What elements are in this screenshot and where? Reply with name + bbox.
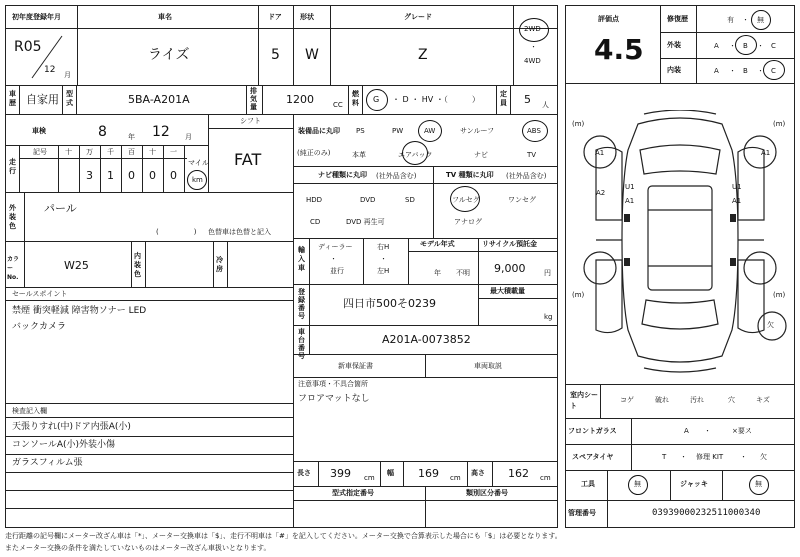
tools-label: 工具 xyxy=(581,480,595,488)
inspector-line-1: 天張りすれ(中)ドア内張A(小) xyxy=(12,422,131,432)
car-name: ライズ xyxy=(148,47,190,63)
height-value: 162 xyxy=(508,467,529,480)
windshield-dot: ・ xyxy=(704,427,711,435)
navi-label: ナビ種類に丸印 xyxy=(318,171,367,179)
mileage-header-2: 千 xyxy=(107,148,114,156)
interior-dot-2: ・ xyxy=(757,67,764,75)
length-label: 長さ xyxy=(297,469,311,477)
ac-label: 冷房 xyxy=(216,256,223,273)
jack-value: 無 xyxy=(755,480,762,488)
windshield-value: A xyxy=(684,427,689,435)
footer-line-2: またメーター交換の条件を満たしていないものはメーター改ざん車扱いとなります。 xyxy=(5,544,271,552)
width-value: 169 xyxy=(418,467,439,480)
fuel-label: 燃料 xyxy=(352,90,359,107)
displacement-label: 排気量 xyxy=(250,87,257,111)
equipment-sub: (純正のみ) xyxy=(297,149,331,157)
tv-sub: (社外品含む) xyxy=(506,172,547,180)
notes-text: フロアマットなし xyxy=(298,394,370,404)
recycle-value: 9,000 xyxy=(494,262,526,275)
navi-cd: CD xyxy=(310,218,321,226)
import-label: 輸入車 xyxy=(298,246,305,272)
color-label: 外装色 xyxy=(9,204,16,230)
width-unit: cm xyxy=(450,474,461,482)
interior-b: B xyxy=(743,67,748,75)
equipment-ps: PS xyxy=(356,127,365,135)
rating-score: 4.5 xyxy=(594,33,644,66)
mgmt-value: 03939000232511000340 xyxy=(652,508,761,518)
spare-dot-2: ・ xyxy=(740,453,747,461)
equipment-aw: AW xyxy=(424,127,436,135)
color-value: パール xyxy=(44,202,77,215)
equipment-sunroof: サンルーフ xyxy=(460,127,495,135)
cabin-scratch: キズ xyxy=(756,396,770,404)
registration-value: 四日市500そ0239 xyxy=(343,297,436,310)
cabin-hole: 穴 xyxy=(728,396,735,404)
interior-a: A xyxy=(714,67,719,75)
spare-label: スペアタイヤ xyxy=(572,453,614,461)
import-right: 右H xyxy=(377,243,390,251)
spare-dot-1: ・ xyxy=(680,453,687,461)
cabin-dirt: 汚れ xyxy=(690,396,704,404)
equipment-pw: PW xyxy=(392,127,404,135)
inspection-year: 8 xyxy=(98,124,107,140)
new-car-warranty: 新車保証書 xyxy=(338,362,373,370)
spare-kit: 修理 KIT xyxy=(696,453,724,461)
shift: FAT xyxy=(234,150,262,169)
chassis-label: 車台番号 xyxy=(298,328,305,360)
mark-a1-front-left: A1 xyxy=(595,149,605,157)
import-dot-1: ・ xyxy=(330,255,337,263)
inspection-label: 車検 xyxy=(32,127,46,135)
sales-point-line-1: 禁煙 衝突軽減 障害物ソナー LED xyxy=(12,306,147,316)
tv-label: TV 種類に丸印 xyxy=(446,171,494,179)
interior-dot-1: ・ xyxy=(729,67,736,75)
diagram-legend-br: (m) xyxy=(773,291,786,299)
mileage-sign-label: 記号 xyxy=(33,148,47,156)
windshield-replace: ×要ス xyxy=(732,427,752,435)
mark-a1-front-right: A1 xyxy=(761,149,771,157)
color-no-label: カラーNo. xyxy=(7,256,20,281)
repair-yes: 有 xyxy=(727,16,734,24)
repair-dot: ・ xyxy=(742,16,749,24)
cc-unit: CC xyxy=(333,101,343,109)
drive-dot: ・ xyxy=(530,43,537,51)
windshield-label: フロントガラス xyxy=(568,427,617,435)
type-spec-label: 型式指定番号 xyxy=(332,489,374,497)
class-label: 類別区分番号 xyxy=(466,489,508,497)
inspector-line-2: コンソールA(小)外装小傷 xyxy=(12,440,115,450)
tv-oneseg: ワンセグ xyxy=(508,196,536,204)
recycle-label: リサイクル預託金 xyxy=(482,240,538,248)
navi-sub: (社外品含む) xyxy=(376,172,417,180)
inspection-year-unit: 年 xyxy=(128,133,135,141)
registration-label: 登録番号 xyxy=(298,288,305,320)
exterior-c: C xyxy=(771,42,776,50)
mark-a1-rear-right: A1 xyxy=(732,197,742,205)
model-year-unknown: 不明 xyxy=(456,269,470,277)
color-note-paren: ( ) xyxy=(156,228,197,236)
sales-point-line-2: バックカメラ xyxy=(12,322,67,332)
interior-c: C xyxy=(771,67,776,75)
exterior-label: 外装 xyxy=(667,41,681,49)
mileage-digit-5: 0 xyxy=(170,169,177,182)
diagram-legend-tl: (m) xyxy=(572,120,585,128)
doors-label: ドア xyxy=(268,13,282,21)
height-unit: cm xyxy=(540,474,551,482)
inspector-label: 検査記入欄 xyxy=(12,407,47,415)
navi-sd: SD xyxy=(405,196,415,204)
mileage-header-1: 万 xyxy=(86,148,93,156)
diagram-legend-bl: (m) xyxy=(572,291,585,299)
equipment-label: 装備品に丸印 xyxy=(298,127,340,135)
diagram-legend-tr: (m) xyxy=(773,120,786,128)
mileage-label: 走行 xyxy=(9,158,16,175)
reg-month-unit: 月 xyxy=(64,71,71,79)
mileage-digit-3: 0 xyxy=(128,169,135,182)
model-label: 型式 xyxy=(66,90,73,107)
equipment-airbag: エアバック xyxy=(398,151,433,159)
inspector-line-3: ガラスフィルム張 xyxy=(12,458,83,468)
length-value: 399 xyxy=(330,467,351,480)
exterior-b: B xyxy=(743,42,748,50)
rating-label: 評価点 xyxy=(598,15,619,23)
max-load-label: 最大積載量 xyxy=(490,287,525,295)
spare-none: 欠 xyxy=(760,453,767,461)
vehicle-manual: 車両取説 xyxy=(474,362,502,370)
drive-4wd: 4WD xyxy=(524,57,541,65)
color-no-value: W25 xyxy=(64,259,89,272)
mark-u1-left: U1 xyxy=(625,183,635,191)
sales-point-label: セールスポイント xyxy=(12,290,68,298)
navi-dvd: DVD xyxy=(360,196,376,204)
mileage-header-3: 百 xyxy=(128,148,135,156)
reg-year: R05 xyxy=(14,39,42,55)
inspection-month-unit: 月 xyxy=(185,133,192,141)
mileage-header-0: 十 xyxy=(65,148,72,156)
model-year-unit: 年 xyxy=(434,269,441,277)
fuel-rest: ・ D ・ HV ・（ ） xyxy=(392,95,480,104)
mileage-header-4: 十 xyxy=(149,148,156,156)
doors: 5 xyxy=(271,47,280,63)
mark-u1-right: U1 xyxy=(732,183,742,191)
inspection-month: 12 xyxy=(152,124,170,140)
equipment-leather: 本革 xyxy=(352,151,366,159)
car-name-label: 車名 xyxy=(158,13,172,21)
grade: Z xyxy=(418,47,428,63)
cabin-burn: コゲ xyxy=(620,396,634,404)
reg-month: 12 xyxy=(44,65,56,75)
chassis-value: A201A-0073852 xyxy=(382,333,471,346)
equipment-abs: ABS xyxy=(527,127,541,135)
mileage-header-5: 一 xyxy=(170,148,177,156)
equipment-navi: ナビ xyxy=(474,151,488,159)
import-left: 左H xyxy=(377,267,390,275)
mile-label: マイル xyxy=(188,159,209,167)
fuel-g: G xyxy=(373,95,380,104)
import-parallel: 並行 xyxy=(330,267,344,275)
navi-dvd-play: DVD 再生可 xyxy=(346,218,385,226)
grade-label: グレード xyxy=(404,13,432,21)
navi-hdd: HDD xyxy=(306,196,323,204)
color-note: 色替車は色替と記入 xyxy=(208,228,271,236)
capacity: 5 xyxy=(524,93,531,106)
repair-label: 修復歴 xyxy=(667,15,688,23)
tv-fullseg: フルセグ xyxy=(452,196,480,204)
capacity-label: 定員 xyxy=(500,90,507,107)
jack-label: ジャッキ xyxy=(680,480,708,488)
mgmt-label: 管理番号 xyxy=(568,509,596,517)
mileage-digit-1: 3 xyxy=(86,169,93,182)
exterior-a: A xyxy=(714,42,719,50)
width-label: 幅 xyxy=(387,469,394,477)
capacity-unit: 人 xyxy=(542,101,549,109)
drive-2wd: 2WD xyxy=(524,25,541,33)
recycle-yen: 円 xyxy=(544,269,551,277)
mark-a1-rear-left: A1 xyxy=(625,197,635,205)
notes-label: 注意事項・不具合箇所 xyxy=(298,380,368,388)
interior-label: 内装 xyxy=(667,66,681,74)
height-label: 高さ xyxy=(471,469,485,477)
model-year-label: モデル年式 xyxy=(420,240,455,248)
usage-label: 車歴 xyxy=(9,90,16,107)
cabin-tear: 破れ xyxy=(655,396,669,404)
displacement: 1200 xyxy=(286,93,314,106)
model: 5BA-A201A xyxy=(128,93,190,106)
import-dealer: ディーラー xyxy=(318,243,353,251)
max-load-unit: kg xyxy=(544,313,553,321)
cabin-label: 室内シート xyxy=(570,391,598,410)
mileage-digit-2: 1 xyxy=(107,169,114,182)
exterior-dot-1: ・ xyxy=(729,42,736,50)
mark-missing: 欠 xyxy=(767,321,774,329)
tv-analog: アナログ xyxy=(454,218,482,226)
length-unit: cm xyxy=(364,474,375,482)
reg-year-label: 初年度登録年月 xyxy=(12,13,61,21)
interior-color-label: 内装色 xyxy=(134,252,141,278)
shape: W xyxy=(305,47,319,63)
mileage-digit-4: 0 xyxy=(149,169,156,182)
km-unit: km xyxy=(192,176,203,184)
footer-line-1: 走行距離の記号欄にメーター改ざん車は「*」、メーター交換車は「$」、走行不明車は「#」を記入してください。メーター交換で合算表示した場合にも「$」は必要となります。 xyxy=(5,532,562,540)
shape-label: 形状 xyxy=(300,13,314,21)
repair-no: 無 xyxy=(757,16,764,24)
tools-value: 無 xyxy=(634,480,641,488)
usage: 自家用 xyxy=(26,93,59,106)
mark-a2-left: A2 xyxy=(596,189,606,197)
import-dot-2: ・ xyxy=(380,255,387,263)
equipment-tv: TV xyxy=(527,151,537,159)
shift-label: シフト xyxy=(240,117,261,125)
spare-t: T xyxy=(662,453,667,461)
exterior-dot-2: ・ xyxy=(757,42,764,50)
